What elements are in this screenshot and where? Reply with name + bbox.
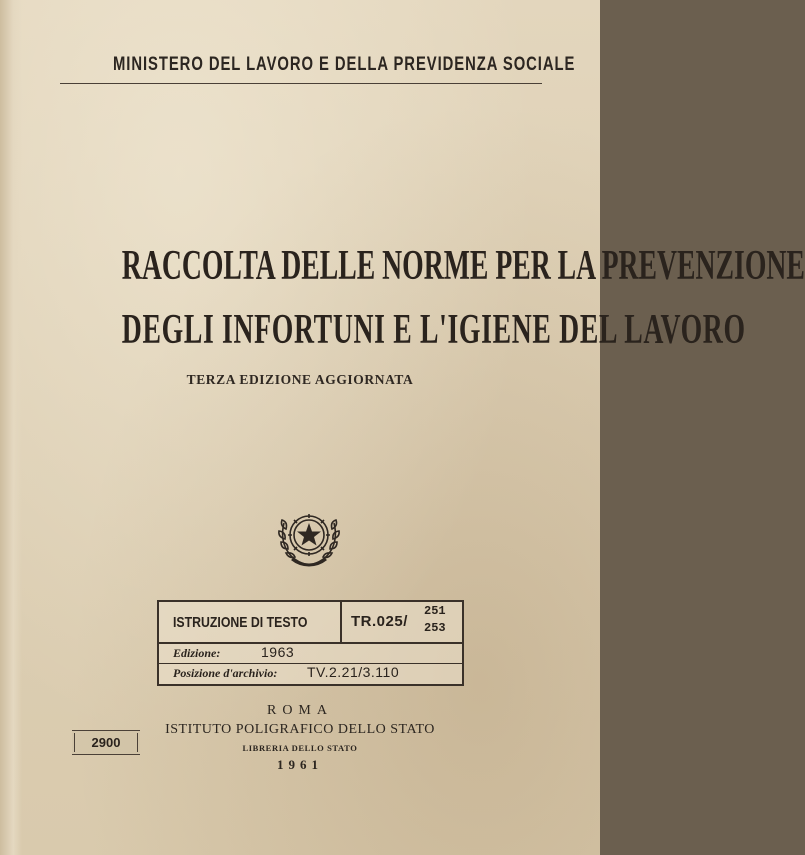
stamp-archive-label: Posizione d'archivio: [173, 666, 278, 680]
title-line-2: DEGLI INFORTUNI E L'IGIENE DEL LAVORO [121, 307, 746, 353]
imprint-year: 1961 [277, 757, 323, 772]
stamp-fraction-bottom: 253 [424, 621, 446, 635]
imprint-publisher: ISTITUTO POLIGRAFICO DELLO STATO [165, 722, 435, 737]
stamp-divider [340, 602, 342, 642]
heading-rule [60, 83, 542, 84]
price-label: 2900 [72, 730, 140, 755]
imprint-libreria: LIBRERIA DELLO STATO [242, 743, 358, 753]
stamp-code: TR.025/ [351, 613, 408, 630]
ministry-heading: MINISTERO DEL LAVORO E DELLA PREVIDENZA SOCIALE [113, 54, 576, 75]
stamp-edition-label: Edizione: [173, 646, 221, 660]
stamp-header-row [159, 602, 462, 644]
stamp-code-fraction [424, 603, 460, 637]
stamp-edition-value: 1963 [261, 644, 295, 660]
stamp-category: ISTRUZIONE DI TESTO [173, 614, 308, 631]
archive-stamp [157, 600, 464, 686]
imprint-city: ROMA [266, 703, 333, 718]
stamp-edition-row [159, 644, 462, 664]
stamp-archive-row [159, 664, 462, 682]
spine-edge [0, 0, 22, 855]
stamp-fraction-top: 251 [424, 604, 446, 618]
title-line-1: RACCOLTA DELLE NORME PER LA PREVENZIONE [121, 243, 805, 289]
stamp-archive-value: TV.2.21/3.110 [307, 664, 400, 680]
edition-subtitle: TERZA EDIZIONE AGGIORNATA [186, 372, 414, 387]
italian-republic-emblem-icon [274, 499, 344, 571]
